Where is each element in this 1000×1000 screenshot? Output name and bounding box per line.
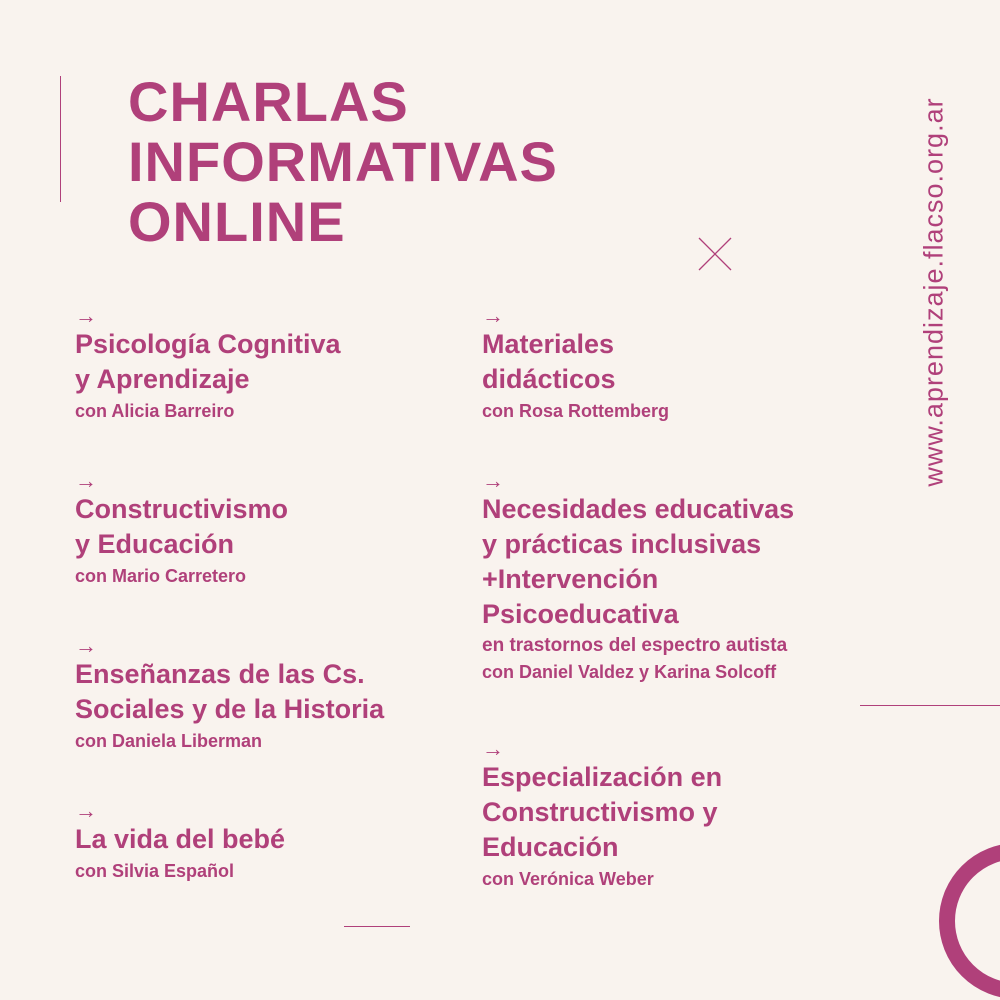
talk-title-line: Constructivismo y bbox=[482, 797, 718, 827]
arrow-icon: → bbox=[482, 736, 504, 761]
page-title bbox=[128, 72, 558, 252]
talk-materiales-didacticos bbox=[482, 305, 669, 423]
talk-title-line: La vida del bebé bbox=[75, 824, 286, 854]
talk-psicologia-cognitiva bbox=[75, 305, 341, 423]
arrow-icon: → bbox=[482, 303, 504, 328]
arrow-icon: → bbox=[75, 798, 97, 823]
talk-title-line: y prácticas inclusivas bbox=[482, 529, 762, 559]
talk-title-line: Enseñanzas de las Cs. bbox=[75, 659, 365, 689]
talk-title-line: +Intervención bbox=[482, 564, 659, 594]
talk-speaker: con Daniela Liberman bbox=[75, 731, 263, 751]
talk-title-line: Psicoeducativa bbox=[482, 599, 679, 629]
talk-speaker: con Rosa Rottemberg bbox=[482, 401, 670, 421]
talk-speaker: con Silvia Español bbox=[75, 861, 235, 881]
arrow-icon: → bbox=[75, 633, 97, 658]
talk-speaker: con Alicia Barreiro bbox=[75, 401, 235, 421]
talk-title-line: didácticos bbox=[482, 364, 616, 394]
cross-icon bbox=[698, 237, 732, 271]
ring-arc-decoration bbox=[938, 842, 1000, 1000]
talk-ensenanzas-cs-sociales bbox=[75, 635, 384, 753]
arrow-icon: → bbox=[482, 468, 504, 493]
website-url[interactable]: www.aprendizaje.flacso.org.ar bbox=[918, 97, 949, 487]
bottom-horizontal-divider bbox=[344, 926, 410, 927]
talk-speaker: con Mario Carretero bbox=[75, 566, 247, 586]
talk-title-line: Psicología Cognitiva bbox=[75, 329, 341, 359]
left-vertical-divider bbox=[60, 76, 61, 202]
talk-speaker: con Daniel Valdez y Karina Solcoff bbox=[482, 662, 777, 682]
title-line-3: ONLINE bbox=[128, 190, 346, 253]
talk-title-line: Constructivismo bbox=[75, 494, 289, 524]
talk-speaker: con Verónica Weber bbox=[482, 869, 654, 889]
talk-title-line: y Educación bbox=[75, 529, 235, 559]
title-line-2: INFORMATIVAS bbox=[128, 130, 558, 193]
talk-title-line: Necesidades educativas bbox=[482, 494, 795, 524]
title-line-1: CHARLAS bbox=[128, 70, 409, 133]
talk-title-line: Sociales y de la Historia bbox=[75, 694, 385, 724]
talk-title-line: Educación bbox=[482, 832, 619, 862]
talk-title-line: y Aprendizaje bbox=[75, 364, 250, 394]
arrow-icon: → bbox=[75, 303, 97, 328]
talk-vida-del-bebe bbox=[75, 800, 285, 883]
talk-constructivismo-educacion bbox=[75, 470, 288, 588]
talk-title-line: Materiales bbox=[482, 329, 615, 359]
talk-title-line: Especialización en bbox=[482, 762, 723, 792]
talk-especializacion-constructivismo bbox=[482, 738, 722, 891]
talk-note: en trastornos del espectro autista bbox=[482, 635, 788, 656]
arrow-icon: → bbox=[75, 468, 97, 493]
talk-necesidades-educativas bbox=[482, 470, 794, 684]
right-horizontal-divider bbox=[860, 705, 1000, 706]
